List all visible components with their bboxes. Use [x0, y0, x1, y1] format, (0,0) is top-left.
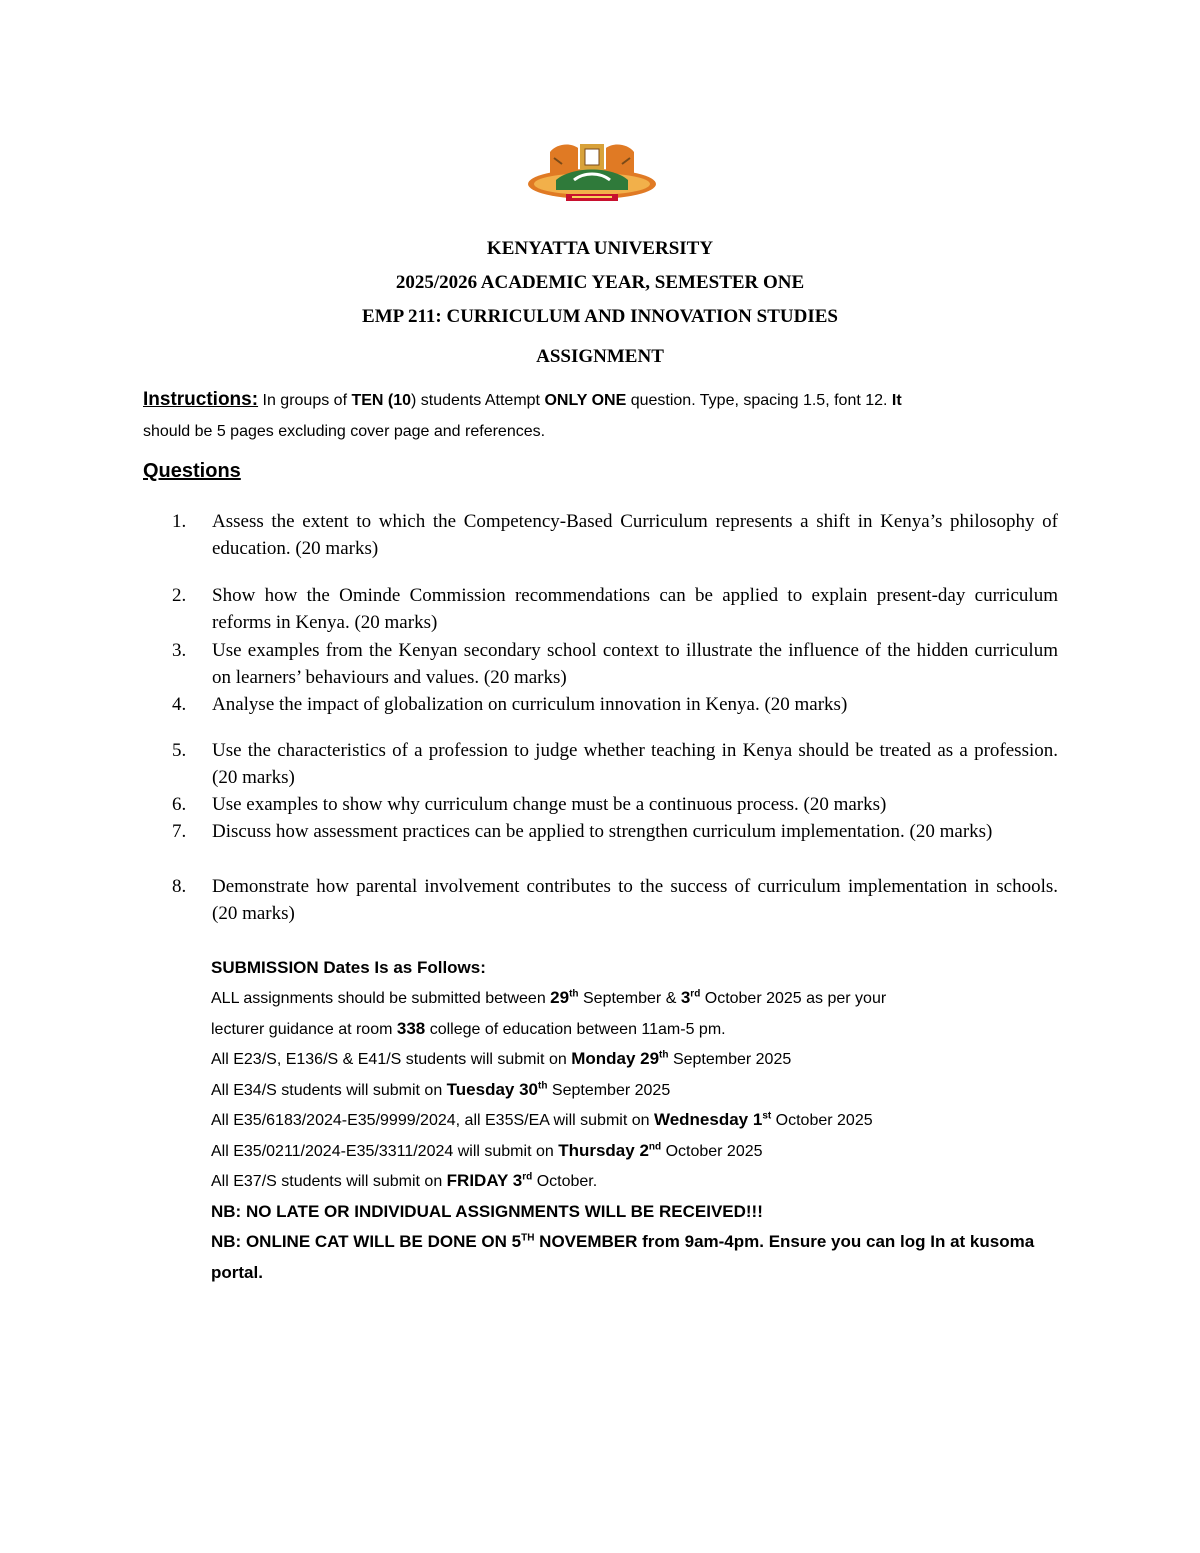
question-number: 8.: [172, 876, 187, 897]
submission-line: ALL assignments should be submitted between 29th September & 3rd October 2025 as per your: [211, 988, 887, 1007]
submission-line: lecturer guidance at room 338 college of education between 11am-5 pm.: [211, 1019, 726, 1038]
university-name: KENYATTA UNIVERSITY: [486, 238, 714, 259]
nb-online-cat: NB: ONLINE CAT WILL BE DONE ON 5TH NOVEMBER from 9am-4pm. Ensure you can log In at kusoma portal.: [211, 1232, 1035, 1282]
instructions-emphasis: It: [891, 392, 902, 409]
question-text: Use examples to show why curriculum change must be a continuous process. (20 marks): [212, 794, 887, 815]
question-text: Analyse the impact of globalization on curriculum innovation in Kenya. (20 marks): [212, 694, 848, 715]
instructions-text: In groups of: [258, 392, 352, 409]
university-crest-logo: [526, 140, 658, 208]
document-type: ASSIGNMENT: [536, 346, 664, 367]
instructions-text: ) students Attempt: [411, 392, 545, 409]
question-number: 7.: [172, 821, 187, 842]
instructions-label: Instructions:: [143, 389, 259, 410]
question-number: 6.: [172, 794, 187, 815]
question-text: Discuss how assessment practices can be applied to strengthen curriculum implementation. (20 marks): [212, 821, 993, 842]
question-number: 3.: [172, 640, 187, 661]
academic-year: 2025/2026 ACADEMIC YEAR, SEMESTER ONE: [395, 272, 805, 293]
questions-heading: Questions: [143, 460, 241, 482]
question-text: Demonstrate how parental involvement contributes to the success of curriculum implementation in schools. (20 marks): [212, 876, 1058, 924]
submission-line: All E37/S students will submit on FRIDAY 3rd October.: [211, 1171, 598, 1190]
question-number: 2.: [172, 585, 187, 606]
question-number: 1.: [172, 511, 187, 532]
submission-heading: [211, 953, 1111, 984]
question-text: Use examples from the Kenyan secondary school context to illustrate the influence of the hidden curriculum on learners’ behaviours and values. (20 marks): [212, 640, 1058, 688]
course-title: EMP 211: CURRICULUM AND INNOVATION STUDIES: [362, 306, 838, 327]
submission-line: All E23/S, E136/S & E41/S students will submit on Monday 29th September 2025: [211, 1049, 792, 1068]
question-text: Assess the extent to which the Competency-Based Curriculum represents a shift in Kenya’s philosophy of education. (20 marks): [212, 511, 1058, 559]
question-number: 4.: [172, 694, 187, 715]
question-number: 5.: [172, 740, 187, 761]
submission-line: All E35/0211/2024-E35/3311/2024 will submit on Thursday 2nd October 2025: [211, 1141, 763, 1160]
submission-line: All E35/6183/2024-E35/9999/2024, all E35S/EA will submit on Wednesday 1st October 2025: [211, 1110, 873, 1129]
nb-late-submissions: NB: NO LATE OR INDIVIDUAL ASSIGNMENTS WILL BE RECEIVED!!!: [211, 1202, 763, 1221]
instructions-emphasis: ONLY ONE: [544, 392, 627, 409]
instructions-text: question. Type, spacing 1.5, font 12.: [626, 392, 892, 409]
instructions-group-size: TEN (10: [351, 392, 412, 409]
question-text: Use the characteristics of a profession to judge whether teaching in Kenya should be treated as a profession. (20 marks): [212, 740, 1058, 788]
instructions-text: should be 5 pages excluding cover page and references.: [143, 423, 546, 440]
submission-title: SUBMISSION Dates Is as Follows:: [211, 958, 486, 977]
question-text: Show how the Ominde Commission recommendations can be applied to explain present-day curriculum reforms in Kenya. (20 marks): [212, 585, 1058, 633]
instructions-paragraph: [143, 384, 1063, 447]
submission-line: All E34/S students will submit on Tuesday 30th September 2025: [211, 1080, 671, 1099]
